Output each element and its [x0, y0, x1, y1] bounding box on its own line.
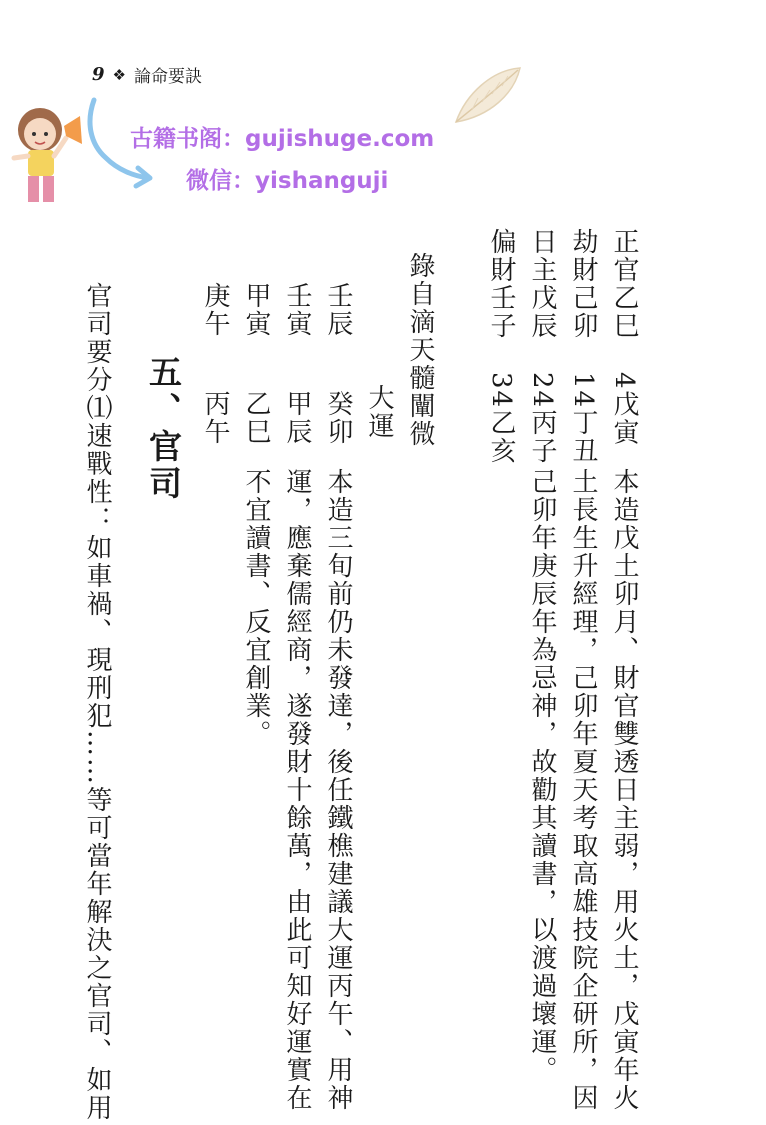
section-title: 五、官司: [144, 355, 183, 503]
pillar-label: 壬辰: [323, 282, 353, 338]
example2-text-3: 不宜讀書、反宜創業。: [241, 468, 271, 748]
chart-row-2: [570, 228, 596, 465]
watermark-site: 古籍书阁：gujishuge.com: [130, 126, 435, 152]
example2-text-2: 運，應棄儒經商，遂發財十餘萬，由此可知好運實在: [282, 468, 312, 1112]
luck-heading: 大運: [364, 384, 394, 440]
luck-label: 甲辰: [282, 390, 312, 446]
example2-row-2: [284, 282, 310, 1112]
watermark-wechat: 微信：yishanguji: [186, 168, 389, 194]
pillar-label: 劫財己卯: [568, 228, 598, 340]
luck-label: 丙午: [200, 390, 230, 446]
example2-row-3: [243, 282, 269, 748]
pillar-label: 正官乙巳: [609, 228, 639, 340]
ornament-icon: ❖: [112, 65, 126, 84]
chart-row-3: [529, 228, 555, 465]
example2-row-1: [325, 282, 351, 1112]
luck-label: 乙巳: [241, 390, 271, 446]
commentary1-line-2: 土長生升經理，己卯年夏天考取高雄技院企研所，因: [568, 468, 598, 1112]
chart-row-1: [611, 228, 637, 447]
section-source: 錄自滴天髓闡微: [405, 252, 435, 448]
pillar-label: 庚午: [200, 282, 230, 338]
luck-label: 4戊寅: [609, 372, 639, 447]
page-number: 9: [92, 64, 105, 85]
luck-label: 癸卯: [323, 390, 353, 446]
commentary1-line-3: 己卯年庚辰年為忌神，故勸其讀書，以渡過壞運。: [527, 468, 557, 1084]
chart-row-4: [488, 228, 514, 465]
book-title: 論命要訣: [133, 67, 202, 87]
example2-row-4: [202, 282, 228, 446]
section-body: 官司要分⑴速戰性：如車禍、現刑犯……等可當年解決之官司、如用: [82, 282, 112, 1122]
pillar-label: 偏財壬子: [486, 228, 516, 340]
leaf-icon: [452, 64, 524, 126]
commentary1-line-1: 本造戊土卯月、財官雙透日主弱，用火土，戊寅年火: [609, 468, 639, 1112]
luck-label: 24丙子: [527, 372, 557, 466]
luck-label: 34乙亥: [486, 372, 516, 466]
pillar-label: 壬寅: [282, 282, 312, 338]
luck-label: 14丁丑: [568, 372, 598, 466]
page-header: [92, 62, 202, 87]
pillar-label: 日主戊辰: [527, 228, 557, 340]
example2-text-1: 本造三旬前仍未發達，後任鐵樵建議大運丙午、用神: [323, 468, 353, 1112]
pillar-label: 甲寅: [241, 282, 271, 338]
